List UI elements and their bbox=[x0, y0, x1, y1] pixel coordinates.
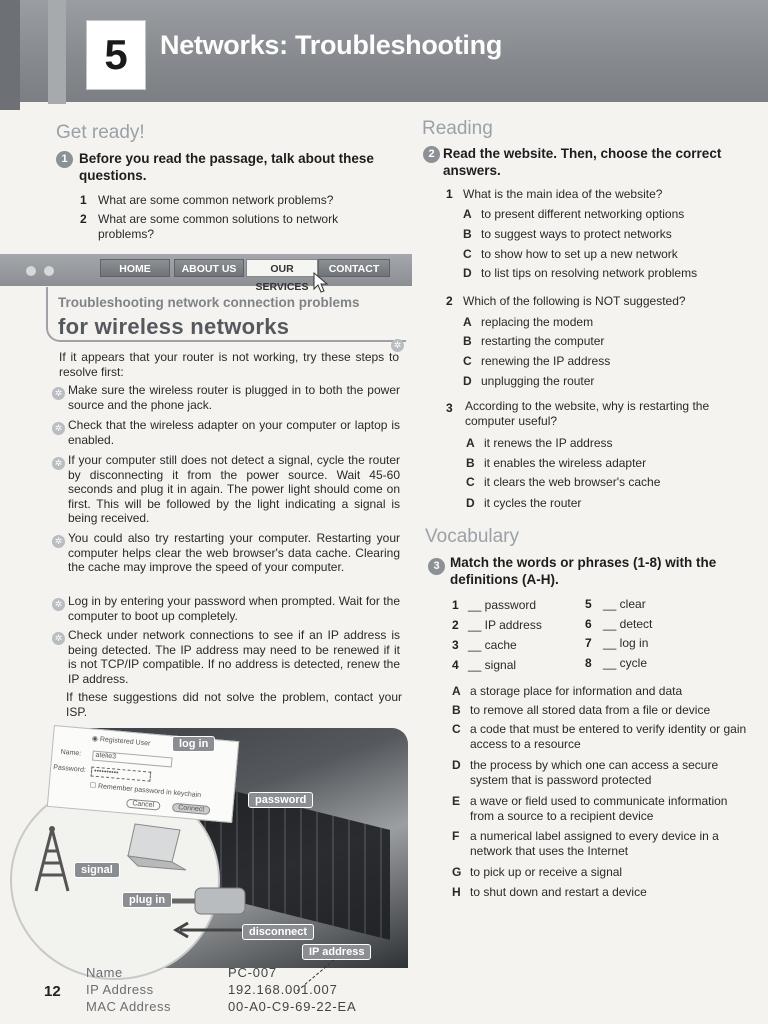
cancel-button[interactable]: Cancel bbox=[126, 799, 160, 811]
password-input[interactable]: •••••••••• bbox=[91, 766, 152, 781]
gear-icon: ✲ bbox=[52, 457, 65, 470]
definition-letter: B bbox=[452, 703, 461, 717]
exercise-badge: 2 bbox=[423, 146, 440, 163]
get-ready-instruction: Before you read the passage, talk about these questions. bbox=[79, 151, 374, 183]
unit-number: 5 bbox=[104, 31, 128, 78]
answer-option[interactable] bbox=[463, 266, 697, 281]
vocab-word[interactable]: __ cache bbox=[468, 638, 517, 652]
word-number: 3 bbox=[452, 638, 459, 652]
answer-option[interactable] bbox=[463, 354, 610, 369]
answer-option[interactable] bbox=[463, 334, 604, 349]
option-text: it cycles the router bbox=[484, 496, 582, 510]
option-letter: A bbox=[463, 315, 472, 329]
definition-text: a storage place for information and data bbox=[470, 684, 683, 698]
page-number: 12 bbox=[44, 983, 61, 1000]
arrow-left-icon bbox=[170, 920, 250, 940]
option-text: unplugging the router bbox=[481, 374, 595, 388]
vocabulary-instruction: Match the words or phrases (1-8) with the definitions (A-H). bbox=[450, 555, 717, 587]
definition bbox=[452, 885, 752, 900]
answer-option[interactable] bbox=[466, 496, 581, 511]
login-tag: log in bbox=[172, 736, 215, 752]
question-number: 1 bbox=[446, 187, 453, 201]
option-letter: B bbox=[466, 456, 475, 470]
vocab-word[interactable]: __ detect bbox=[603, 617, 653, 631]
question-number: 1 bbox=[80, 193, 87, 207]
option-letter: D bbox=[466, 496, 475, 510]
answer-option[interactable] bbox=[466, 456, 646, 471]
password-tag: password bbox=[248, 792, 313, 808]
question-text: What are some common network problems? bbox=[98, 193, 334, 207]
vocab-word[interactable]: __ signal bbox=[468, 658, 517, 672]
word-number: 5 bbox=[585, 597, 592, 611]
website-step: Check that the wireless adapter on your computer or laptop is enabled. bbox=[68, 418, 400, 447]
website-step: Make sure the wireless router is plugged in to both the power source and the phone jack. bbox=[68, 383, 400, 412]
reading-title: Reading bbox=[422, 118, 493, 139]
option-letter: A bbox=[463, 207, 472, 221]
question-number: 2 bbox=[80, 212, 87, 226]
definition-text: a wave or field used to communicate information from a source to a recipient device bbox=[470, 794, 728, 823]
exercise-badge: 3 bbox=[428, 558, 445, 575]
definition-text: the process by which one can access a secure system that is password protected bbox=[470, 758, 719, 787]
question-text: According to the website, why is restarting the computer useful? bbox=[465, 399, 710, 428]
answer-option[interactable] bbox=[463, 207, 684, 222]
option-letter: B bbox=[463, 334, 472, 348]
password-label: Password: bbox=[52, 764, 87, 774]
word-number: 2 bbox=[452, 618, 459, 632]
option-text: replacing the modem bbox=[481, 315, 594, 329]
answer-option[interactable] bbox=[463, 247, 678, 262]
definition-text: a numerical label assigned to every device in a network that uses the Internet bbox=[470, 829, 719, 858]
unit-number-box bbox=[86, 20, 146, 90]
reading-instruction: Read the website. Then, choose the correct answers. bbox=[443, 146, 722, 178]
answer-option[interactable] bbox=[466, 475, 660, 490]
question-text: Which of the following is NOT suggested? bbox=[463, 294, 686, 308]
option-text: to list tips on resolving network problems bbox=[481, 266, 698, 280]
definition-letter: H bbox=[452, 885, 461, 899]
antenna-tower-icon bbox=[30, 825, 74, 895]
nav-home-button[interactable]: HOME bbox=[100, 259, 170, 277]
definition-text: to pick up or receive a signal bbox=[470, 865, 623, 879]
remember-checkbox[interactable]: ☐ Remember password in keychain bbox=[89, 782, 202, 800]
word-number: 1 bbox=[452, 598, 459, 612]
option-letter: C bbox=[463, 247, 472, 261]
option-text: to show how to set up a new network bbox=[481, 247, 678, 261]
exercise-badge: 1 bbox=[56, 151, 73, 168]
ip-address-tag: IP address bbox=[302, 944, 371, 960]
question-text: What are some common solutions to network problems? bbox=[98, 212, 339, 241]
website-outro: If these suggestions did not solve the problem, contact your ISP. bbox=[66, 690, 402, 719]
registered-user-radio[interactable]: ◉ Registered User bbox=[91, 735, 151, 748]
definition bbox=[452, 794, 752, 824]
registered-label: Registered User bbox=[99, 736, 151, 748]
definition-letter: C bbox=[452, 722, 461, 736]
question-text: What is the main idea of the website? bbox=[463, 187, 663, 201]
definition bbox=[452, 722, 752, 752]
definition bbox=[452, 865, 752, 880]
plug-in-tag: plug in bbox=[122, 892, 172, 908]
vocabulary-title: Vocabulary bbox=[425, 526, 520, 547]
connect-button[interactable]: Connect bbox=[172, 803, 211, 815]
definition-text: a code that must be entered to verify identity or gain access to a resource bbox=[470, 722, 747, 751]
nav-dot-icon bbox=[26, 266, 36, 276]
definition-letter: G bbox=[452, 865, 462, 879]
website-step: Check under network connections to see if an IP address is being detected. The IP address may need to be renewed if it is not TCP/IP compatible. If no address is detected, renew the IP address. bbox=[68, 628, 400, 686]
definition bbox=[452, 758, 752, 788]
website-title: for wireless networks bbox=[58, 314, 290, 339]
unit-title: Networks: Troubleshooting bbox=[160, 30, 503, 60]
vocab-word[interactable]: __ password bbox=[468, 598, 537, 612]
option-text: to present different networking options bbox=[481, 207, 685, 221]
option-text: to suggest ways to protect networks bbox=[481, 227, 672, 241]
definition-text: to remove all stored data from a file or device bbox=[470, 703, 711, 717]
definition bbox=[452, 703, 752, 718]
option-letter: C bbox=[466, 475, 475, 489]
signal-tag: signal bbox=[74, 862, 120, 878]
answer-option[interactable] bbox=[463, 315, 593, 330]
website-intro: If it appears that your router is not working, try these steps to resolve first: bbox=[59, 350, 399, 379]
nav-dot-icon bbox=[44, 266, 54, 276]
pc-info-label: MAC Address bbox=[86, 999, 171, 1014]
gear-icon: ✲ bbox=[52, 632, 65, 645]
header-decoration bbox=[0, 0, 20, 110]
get-ready-title: Get ready! bbox=[56, 122, 145, 143]
word-number: 8 bbox=[585, 656, 592, 670]
option-letter: D bbox=[463, 374, 472, 388]
definition-letter: F bbox=[452, 829, 460, 843]
pc-info-label: IP Address bbox=[86, 982, 154, 997]
definition bbox=[452, 829, 752, 859]
gear-icon: ✲ bbox=[52, 598, 65, 611]
option-text: restarting the computer bbox=[481, 334, 605, 348]
question-number: 2 bbox=[446, 294, 453, 308]
vocab-word[interactable]: __ clear bbox=[603, 597, 646, 611]
word-number: 7 bbox=[585, 636, 592, 650]
disconnect-tag: disconnect bbox=[242, 924, 314, 940]
pc-info-value: 192.168.001.007 bbox=[228, 982, 338, 997]
pc-info-value: PC-007 bbox=[228, 965, 277, 980]
website-step: You could also try restarting your computer. Restarting your computer helps clear the web browser's data cache. Clearing the cache may improve the speed of your computer. bbox=[68, 531, 400, 574]
word-number: 6 bbox=[585, 617, 592, 631]
question-number: 3 bbox=[446, 401, 453, 415]
nav-services-button[interactable]: OUR SERVICES bbox=[246, 259, 318, 277]
definition bbox=[452, 684, 752, 699]
nav-contact-button[interactable]: CONTACT bbox=[318, 259, 390, 277]
word-number: 4 bbox=[452, 658, 459, 672]
header-decoration bbox=[48, 0, 66, 104]
pc-info-label: Name bbox=[86, 965, 123, 980]
definition-letter: D bbox=[452, 758, 461, 772]
definition-letter: E bbox=[452, 794, 461, 808]
pc-info-value: 00-A0-C9-69-22-EA bbox=[228, 999, 357, 1014]
option-letter: B bbox=[463, 227, 472, 241]
gear-icon: ✲ bbox=[52, 535, 65, 548]
answer-option[interactable] bbox=[463, 227, 672, 242]
nav-about-button[interactable]: ABOUT US bbox=[174, 259, 244, 277]
option-text: renewing the IP address bbox=[481, 354, 611, 368]
answer-option[interactable] bbox=[466, 436, 613, 451]
option-text: it enables the wireless adapter bbox=[484, 456, 647, 470]
option-letter: D bbox=[463, 266, 472, 280]
name-input[interactable]: atelie3 bbox=[92, 751, 173, 768]
gear-icon: ✲ bbox=[52, 387, 65, 400]
option-letter: A bbox=[466, 436, 475, 450]
option-letter: C bbox=[463, 354, 472, 368]
remember-label: Remember password in keychain bbox=[97, 783, 202, 800]
definition-letter: A bbox=[452, 684, 461, 698]
gear-icon: ✲ bbox=[391, 339, 404, 352]
name-label: Name: bbox=[60, 748, 82, 758]
option-text: it renews the IP address bbox=[484, 436, 613, 450]
laptop-icon bbox=[120, 820, 190, 875]
website-subtitle: Troubleshooting network connection problems bbox=[58, 295, 360, 310]
website-step: If your computer still does not detect a signal, cycle the router by disconnecting it from the power source. Wait 45-60 seconds and plug it in again. The power light should come on first. This will be followed by the light indicating a signal is being received. bbox=[68, 453, 400, 525]
vocab-word[interactable]: __ cycle bbox=[603, 656, 648, 670]
vocab-word[interactable]: __ log in bbox=[603, 636, 649, 650]
gear-icon: ✲ bbox=[52, 422, 65, 435]
website-step: Log in by entering your password when prompted. Wait for the computer to boot up completely. bbox=[68, 594, 400, 623]
answer-option[interactable] bbox=[463, 374, 594, 389]
definition-text: to shut down and restart a device bbox=[470, 885, 647, 899]
vocab-word[interactable]: __ IP address bbox=[468, 618, 542, 632]
option-text: it clears the web browser's cache bbox=[484, 475, 661, 489]
